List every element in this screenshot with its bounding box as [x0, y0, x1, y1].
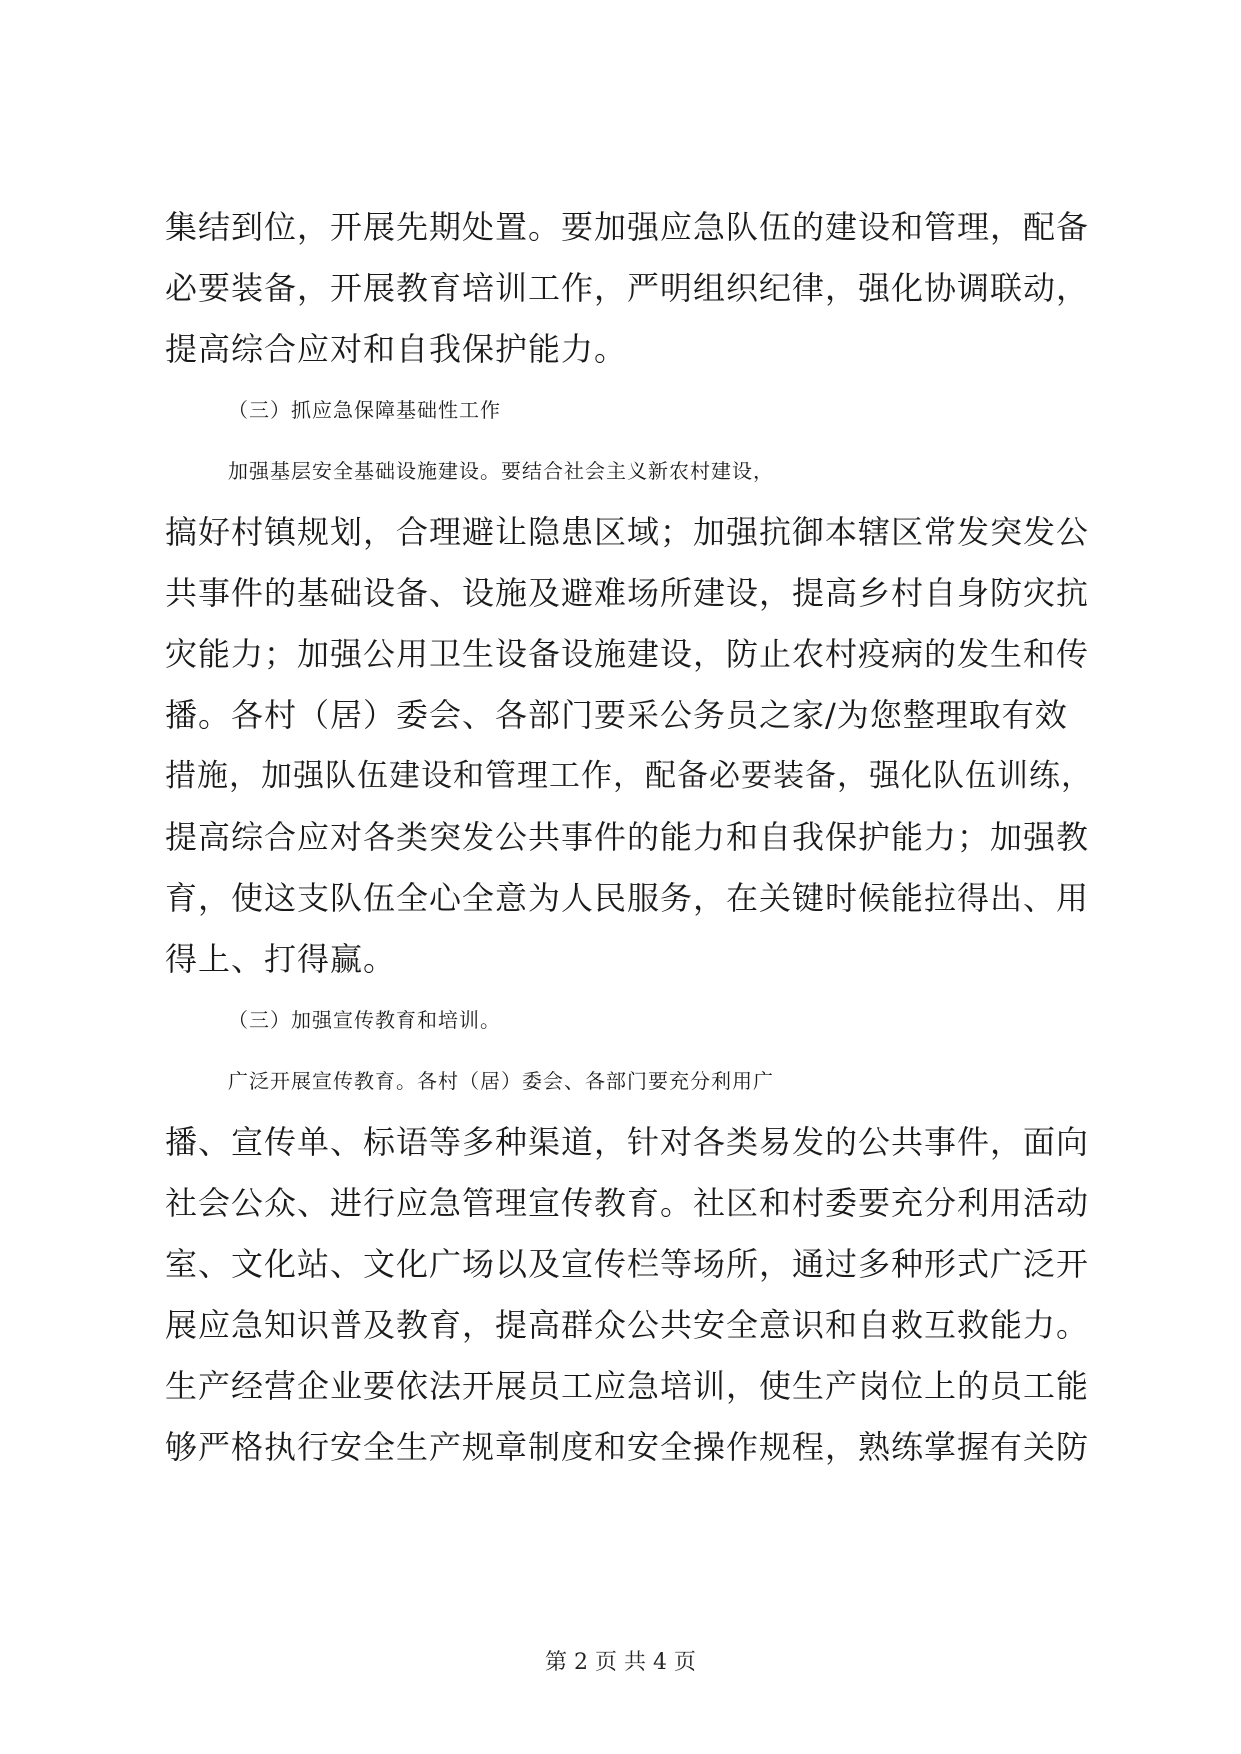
text-line: 必要装备，开展教育培训工作，严明组织纪律，强化协调联动， [165, 269, 1090, 307]
text-line: 播。各村（居）委会、各部门要采公务员之家/为您整理取有效 [165, 696, 1068, 734]
text-line: 措施，加强队伍建设和管理工作，配备必要装备，强化队伍训练， [165, 758, 1093, 794]
text-line: 搞好村镇规划，合理避让隐患区域；加强抗御本辖区常发突发公 [165, 513, 1090, 551]
text-line: 生产经营企业要依法开展员工应急培训，使生产岗位上的员工能 [165, 1367, 1090, 1405]
text-line: 展应急知识普及教育，提高群众公共安全意识和自救互救能力。 [165, 1306, 1090, 1344]
text-line: 广泛开展宣传教育。各村（居）委会、各部门要充分利用广 [228, 1069, 774, 1093]
text-line: 得上、打得赢。 [165, 940, 397, 978]
text-line: 社会公众、进行应急管理宣传教育。社区和村委要充分利用活动 [165, 1184, 1090, 1222]
section-heading: （三）抓应急保障基础性工作 [228, 398, 501, 422]
text-line: 提高综合应对和自我保护能力。 [165, 330, 628, 368]
section-heading: （三）加强宣传教育和培训。 [228, 1008, 501, 1032]
page-number-footer: 第 2 页 共 4 页 [545, 1650, 696, 1675]
text-line: 提高综合应对各类突发公共事件的能力和自我保护能力；加强教 [165, 818, 1090, 856]
text-line: 室、文化站、文化广场以及宣传栏等场所，通过多种形式广泛开 [165, 1245, 1090, 1283]
text-line: 共事件的基础设备、设施及避难场所建设，提高乡村自身防灾抗 [165, 574, 1090, 612]
text-line: 加强基层安全基础设施建设。要结合社会主义新农村建设， [228, 459, 774, 483]
text-line: 灾能力；加强公用卫生设备设施建设，防止农村疫病的发生和传 [165, 635, 1090, 673]
text-line: 育，使这支队伍全心全意为人民服务，在关键时候能拉得出、用 [165, 879, 1090, 917]
text-line: 集结到位，开展先期处置。要加强应急队伍的建设和管理，配备 [165, 208, 1090, 246]
text-line: 播、宣传单、标语等多种渠道，针对各类易发的公共事件，面向 [165, 1123, 1090, 1161]
text-line: 够严格执行安全生产规章制度和安全操作规程，熟练掌握有关防 [165, 1428, 1090, 1466]
